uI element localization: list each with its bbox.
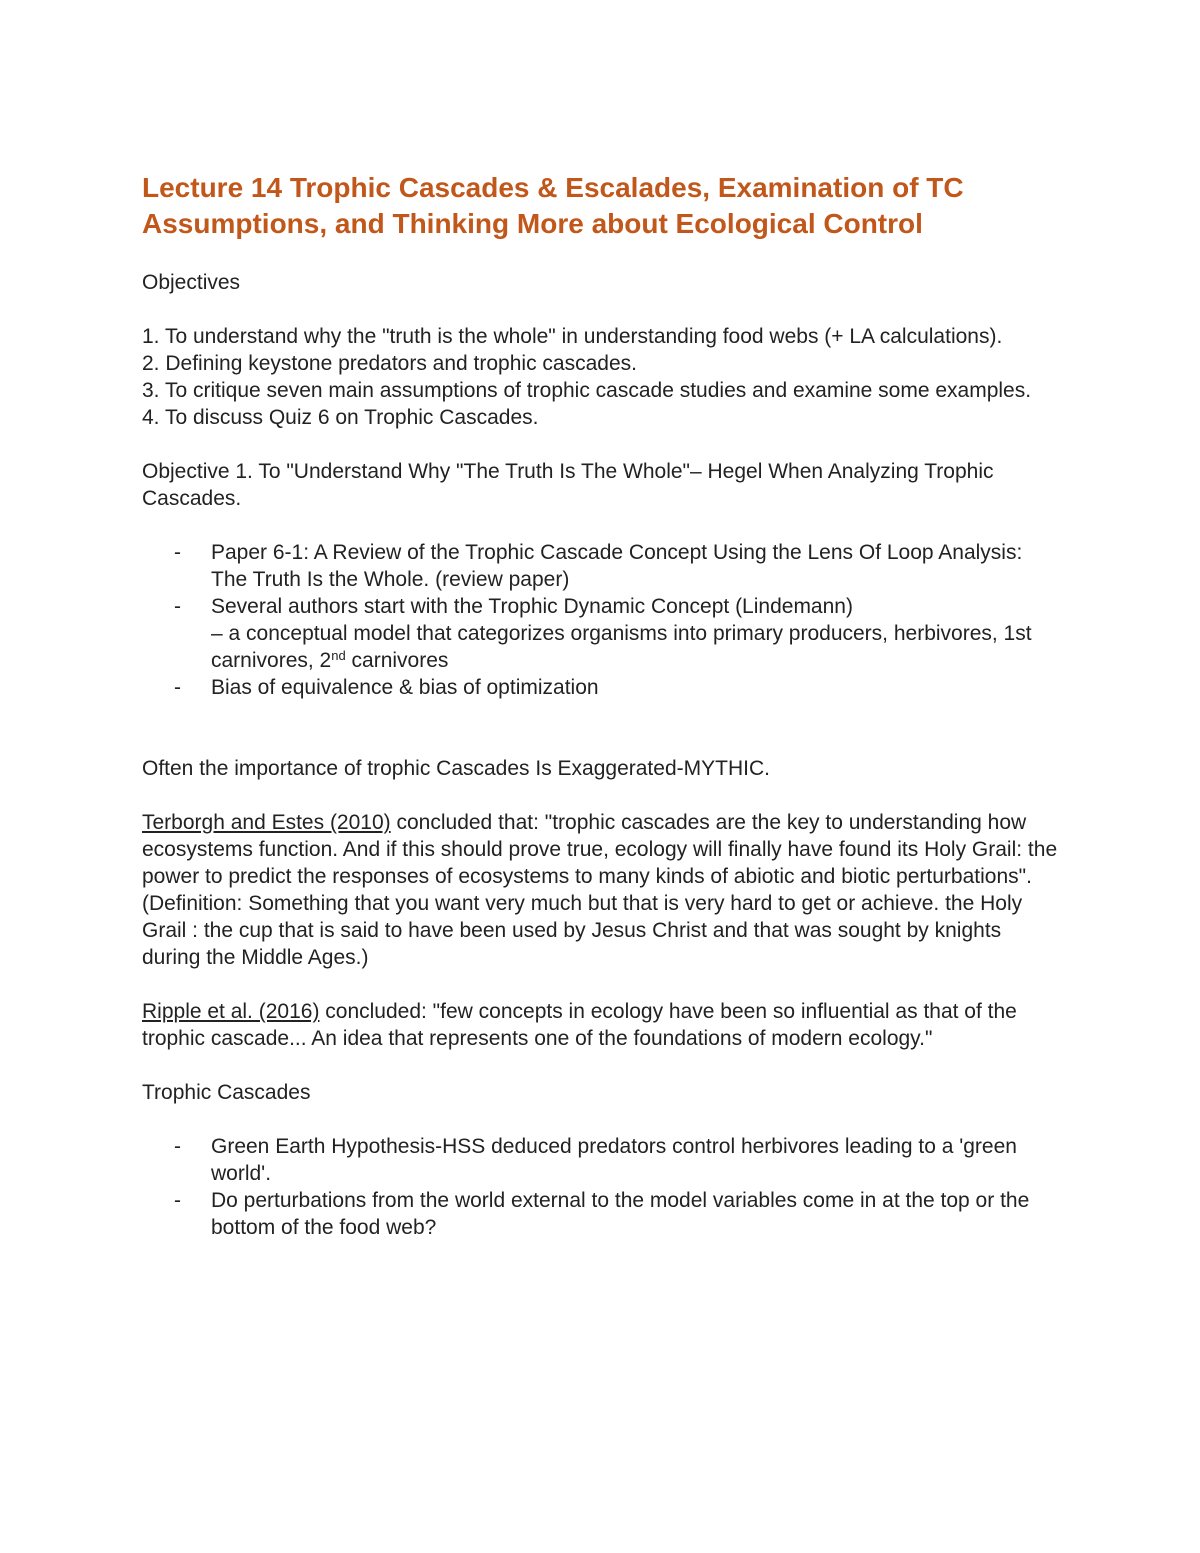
bullet-text: carnivores: [345, 649, 449, 672]
bullet-text: Paper 6-1: A Review of the Trophic Cascade Concept Using the Lens Of Loop Analysis: The Truth Is the Whole. (review paper): [211, 541, 1023, 591]
ripple-paragraph: [142, 998, 1062, 1052]
page-title: Lecture 14 Trophic Cascades & Escalades, Examination of TC Assumptions, and Thinking More about Ecological Control: [142, 172, 964, 239]
dash-bullet: -: [174, 595, 181, 618]
trophic-bullet-list: [142, 1133, 1062, 1241]
objective-item: 1. To understand why the "truth is the whole" in understanding food webs (+ LA calculations).: [142, 325, 1003, 348]
citation-link[interactable]: Ripple et al. (2016): [142, 1000, 320, 1023]
terborgh-paragraph: [142, 809, 1062, 971]
trophic-cascades-heading: Trophic Cascades: [142, 1081, 311, 1104]
objective-item: 4. To discuss Quiz 6 on Trophic Cascades.: [142, 406, 539, 429]
dash-bullet: -: [174, 541, 181, 564]
bullet-text: Do perturbations from the world external to the model variables come in at the top or the bottom of the food web?: [211, 1189, 1030, 1239]
list-item: [142, 539, 1062, 593]
citation-link[interactable]: Terborgh and Estes (2010): [142, 811, 391, 834]
objective1-bullet-list: [142, 539, 1062, 701]
objective-item: 3. To critique seven main assumptions of trophic cascade studies and examine some examples.: [142, 379, 1032, 402]
document-body: [142, 170, 1062, 1241]
bullet-text: Several authors start with the Trophic Dynamic Concept (Lindemann): [211, 595, 853, 618]
dash-bullet: -: [174, 1135, 181, 1158]
paragraph-text: concluded that: "trophic cascades are the key to understanding how ecosystems function. And if this should prove true, ecology will finally have found its Holy Grail: the power to predict the responses of ecosystems to many kinds of abiotic and biotic perturbations". (Definition: Something that you want very much but that is very hard to get or achieve. the Holy Grail : the cup that is said to have been used by Jesus Christ and that was sought by knights during the Middle Ages.): [142, 811, 1058, 969]
dash-bullet: -: [174, 676, 181, 699]
bullet-text: – a conceptual model that categorizes organisms into primary producers, herbivores, 1st carnivores, 2: [211, 622, 1032, 672]
list-item: [142, 674, 1062, 701]
list-item: [142, 1133, 1062, 1187]
paragraph-text: concluded: "few concepts in ecology have been so influential as that of the trophic cascade... An idea that represents one of the foundations of modern ecology.": [142, 1000, 1017, 1050]
dash-bullet: -: [174, 1189, 181, 1212]
superscript: nd: [331, 648, 346, 663]
list-item: [142, 593, 1062, 674]
mythic-statement: Often the importance of trophic Cascades Is Exaggerated-MYTHIC.: [142, 757, 770, 780]
objective-item: 2. Defining keystone predators and trophic cascades.: [142, 352, 637, 375]
bullet-text: Green Earth Hypothesis-HSS deduced predators control herbivores leading to a 'green world'.: [211, 1135, 1017, 1185]
objectives-heading: Objectives: [142, 271, 241, 294]
bullet-text: Bias of equivalence & bias of optimization: [211, 676, 599, 699]
list-item: [142, 1187, 1062, 1241]
objective1-heading: Objective 1. To "Understand Why "The Truth Is The Whole"– Hegel When Analyzing Trophic Cascades.: [142, 460, 994, 510]
